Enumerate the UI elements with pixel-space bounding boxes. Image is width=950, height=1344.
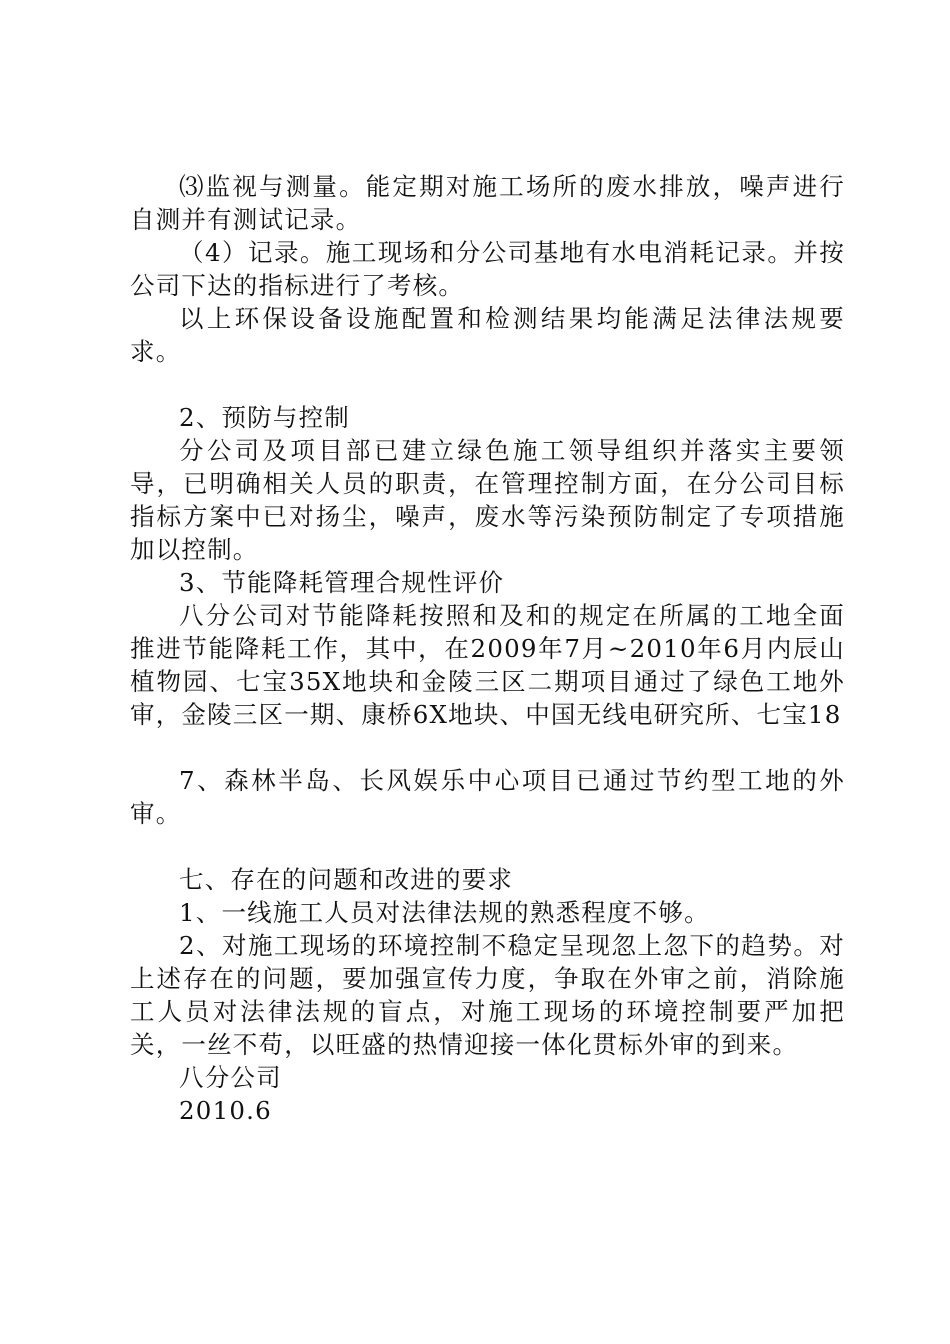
spacer	[130, 368, 845, 401]
paragraph-issue-1: 1、一线施工人员对法律法规的熟悉程度不够。	[179, 898, 710, 927]
paragraph-prevention: 分公司及项目部已建立绿色施工领导组织并落实主要领导，已明确相关人员的职责，在管理控制方面，在分公司目标指标方案中已对扬尘，噪声，废水等污染预防制定了专项措施加以控制。	[130, 436, 845, 564]
paragraph-compliance-summary: 以上环保设备设施配置和检测结果均能满足法律法规要求。	[130, 304, 845, 366]
paragraph-issue-2: 2、对施工现场的环境控制不稳定呈现忽上忽下的趋势。对上述存在的问题，要加强宣传力度，争取在外审之前，消除施工人员对法律法规的盲点，对施工现场的环境控制要严加把关，一丝不苟，以旺盛的热情迎接一体化贯标外审的到来。	[130, 931, 845, 1059]
paragraph-monitoring: ⑶监视与测量。能定期对施工场所的废水排放，噪声进行自测并有测试记录。	[130, 172, 845, 234]
document-body	[130, 170, 845, 1127]
spacer	[130, 731, 845, 764]
section-heading-prevention: 2、预防与控制	[179, 403, 350, 432]
paragraph-records: （4）记录。施工现场和分公司基地有水电消耗记录。并按公司下达的指标进行了考核。	[130, 238, 845, 300]
signature-date: 2010.6	[179, 1096, 272, 1125]
signature-organization: 八分公司	[179, 1063, 282, 1092]
section-heading-issues: 七、存在的问题和改进的要求	[179, 865, 514, 894]
spacer	[130, 830, 845, 863]
section-heading-energy: 3、节能降耗管理合规性评价	[179, 568, 505, 597]
paragraph-energy-continued: 7、森林半岛、长风娱乐中心项目已通过节约型工地的外审。	[130, 766, 845, 828]
paragraph-energy: 八分公司对节能降耗按照和及和的规定在所属的工地全面推进节能降耗工作，其中，在2009年7月~2010年6月内辰山植物园、七宝35X地块和金陵三区二期项目通过了绿色工地外审，金陵三区一期、康桥6X地块、中国无线电研究所、七宝18	[130, 601, 845, 729]
